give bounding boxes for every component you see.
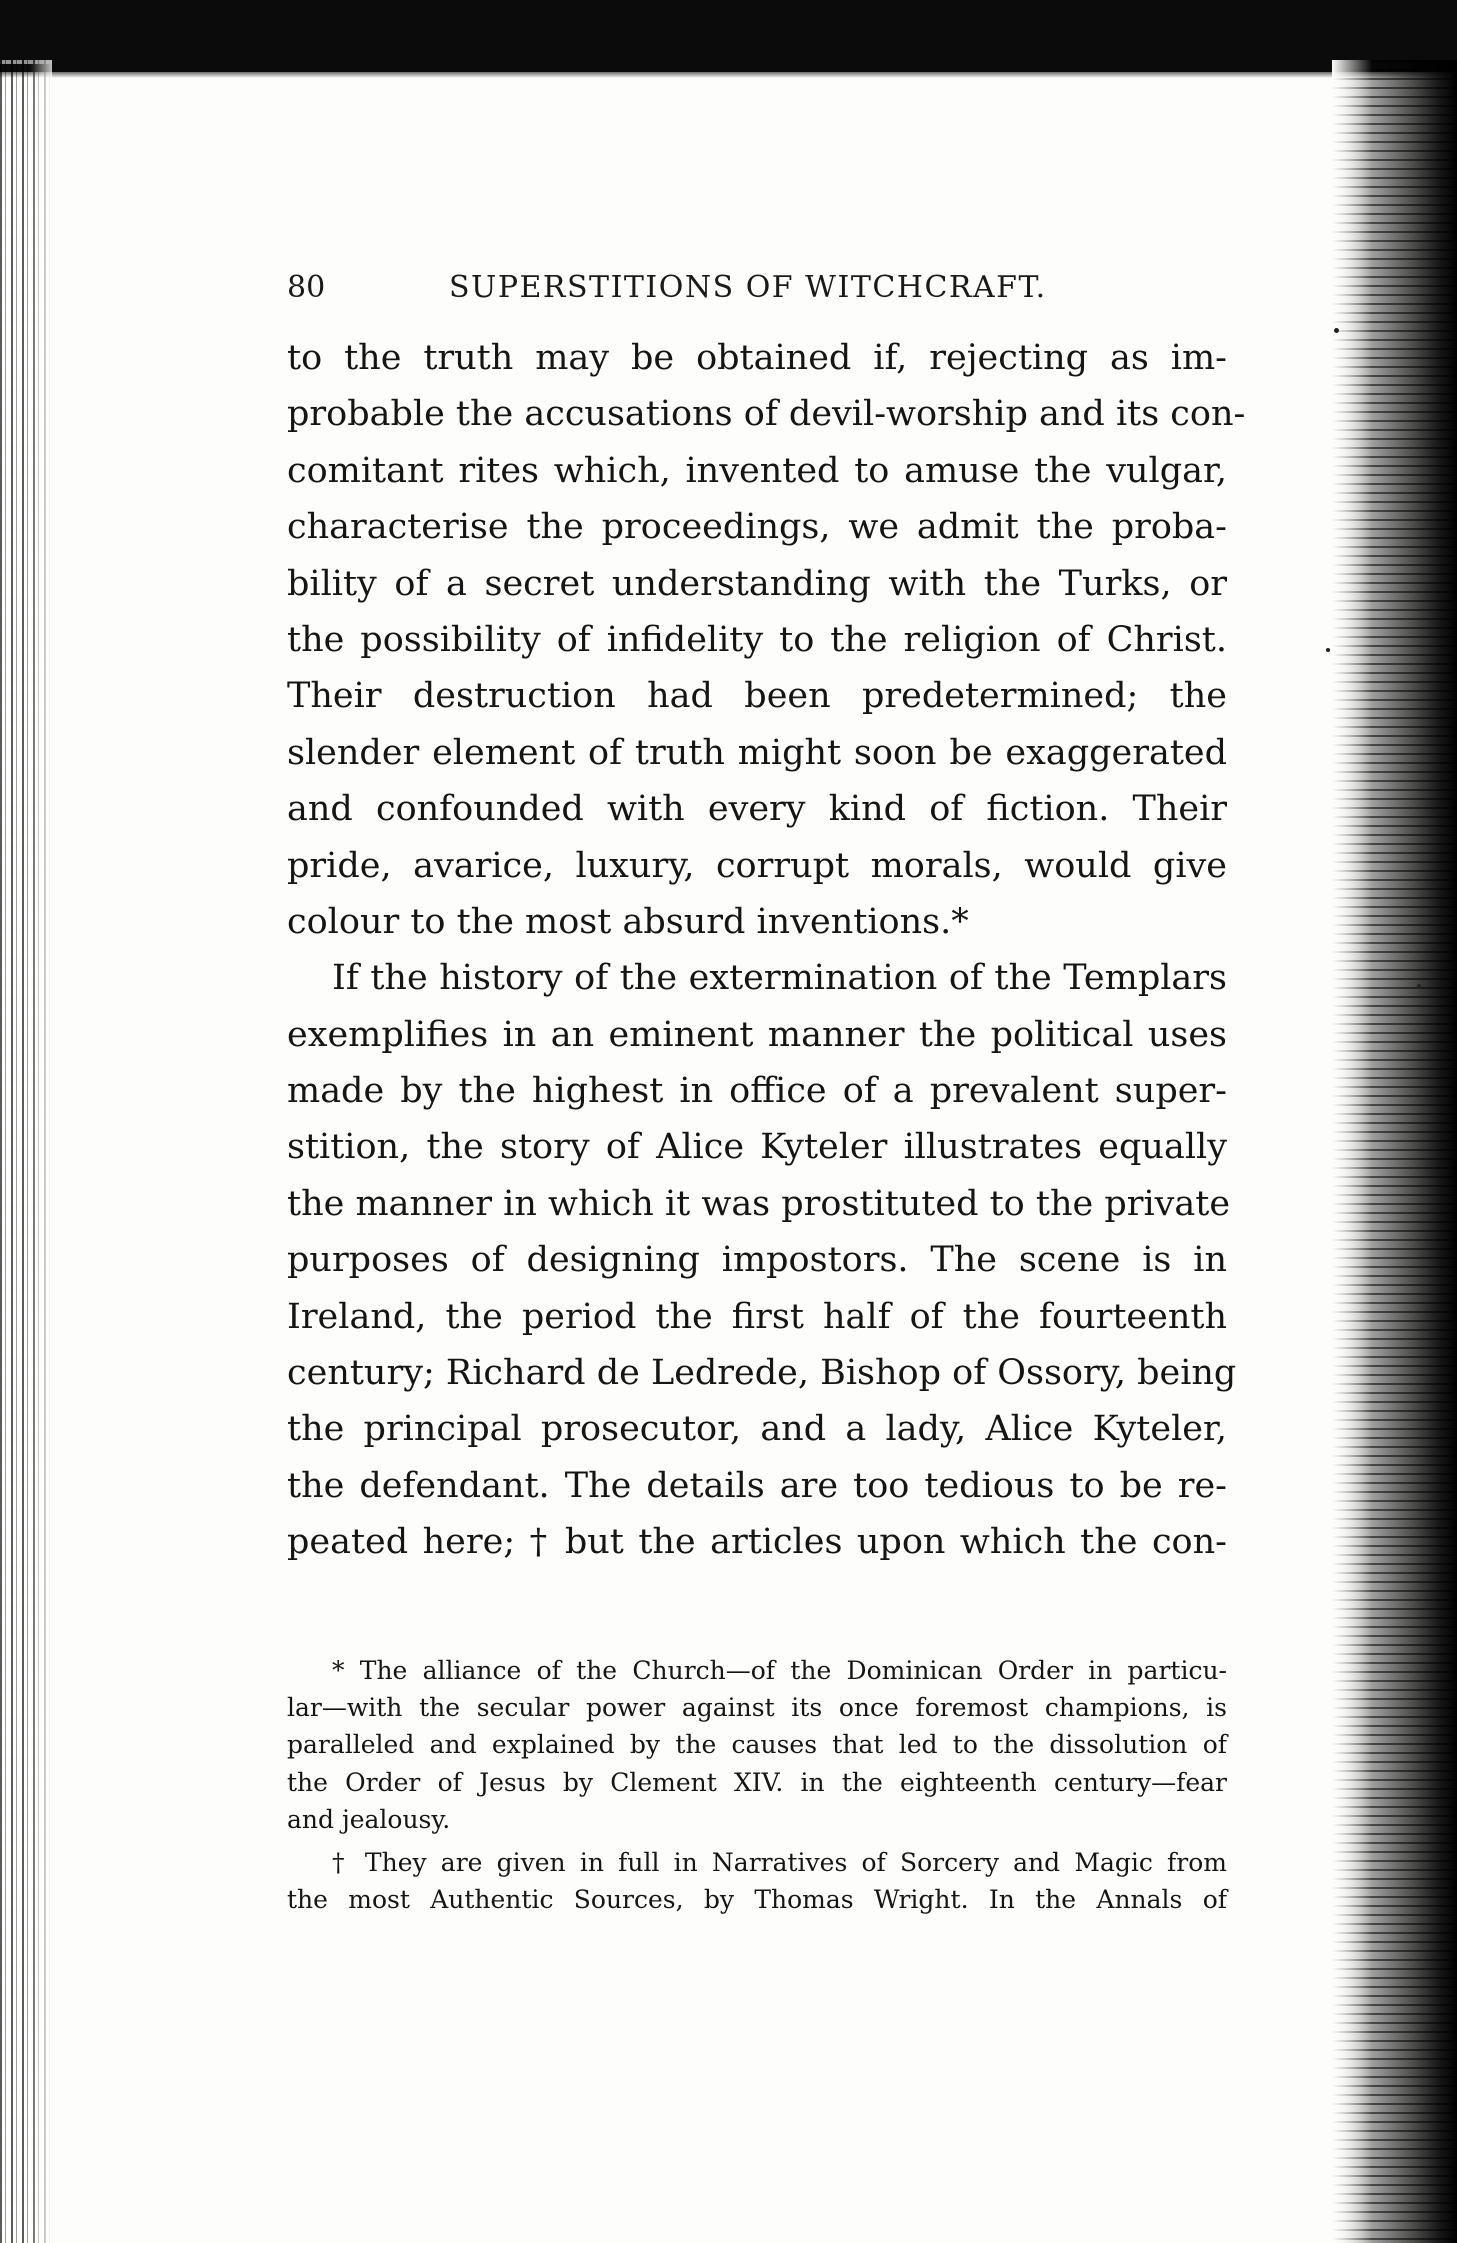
footnote-line: the Order of Jesus by Clement XIV. in the eighteenth century—fear xyxy=(287,1767,1227,1797)
footnotes xyxy=(287,1652,1227,1918)
body-line: stition, the story of Alice Kyteler illustrates equally xyxy=(287,1127,1227,1168)
body-line: the possibility of infidelity to the religion of Christ. xyxy=(287,619,1227,660)
body-line: slender element of truth might soon be exaggerated xyxy=(287,732,1227,773)
body-line: made by the highest in office of a prevalent super- xyxy=(287,1071,1227,1112)
body-line: Ireland, the period the first half of the fourteenth xyxy=(287,1296,1227,1337)
body-line: century; Richard de Ledrede, Bishop of Ossory, being xyxy=(287,1353,1237,1394)
ink-speck xyxy=(1334,328,1339,333)
body-line: to the truth may be obtained if, rejecting as im- xyxy=(287,338,1227,378)
body-line: pride, avarice, luxury, corrupt morals, would give xyxy=(287,845,1227,886)
body-line: and confounded with every kind of fiction. Their xyxy=(287,789,1227,830)
page-number: 80 xyxy=(287,270,326,305)
ink-speck xyxy=(1326,648,1330,652)
footnote-line: the most Authentic Sources, by Thomas Wright. In the Annals of xyxy=(287,1885,1227,1915)
ink-speck xyxy=(1417,984,1421,988)
body-line: exemplifies in an eminent manner the political uses xyxy=(287,1014,1227,1055)
body-line: probable the accusations of devil-worship and its con- xyxy=(287,394,1246,435)
body-line: the defendant. The details are too tedious to be re- xyxy=(287,1465,1227,1506)
footnote-line: lar—with the secular power against its once foremost champions, is xyxy=(287,1693,1227,1723)
running-head: SUPERSTITIONS OF WITCHCRAFT. xyxy=(449,270,1047,305)
scan-top-border xyxy=(0,0,1457,72)
footnote-line: and jealousy. xyxy=(287,1804,451,1834)
body-line: comitant rites which, invented to amuse the vulgar, xyxy=(287,450,1227,491)
body-line: characterise the proceedings, we admit the proba- xyxy=(287,507,1227,548)
body-line: bility of a secret understanding with the Turks, or xyxy=(287,563,1227,604)
body-line: the manner in which it was prostituted to the private xyxy=(287,1183,1231,1224)
body-line: Their destruction had been predetermined; the xyxy=(287,676,1227,717)
paragraph-start-line: If the history of the extermination of the Templars xyxy=(332,958,1227,999)
body-line: purposes of designing impostors. The scene is in xyxy=(287,1240,1227,1281)
body-line: the principal prosecutor, and a lady, Alice Kyteler, xyxy=(287,1409,1227,1450)
body-text xyxy=(287,330,1246,1571)
body-line: peated here; † but the articles upon which the con- xyxy=(287,1522,1227,1563)
footnote-asterisk-line: * The alliance of the Church—of the Dominican Order in particu- xyxy=(332,1656,1227,1685)
body-line: colour to the most absurd inventions.* xyxy=(287,901,969,942)
page-gutter-left-edge xyxy=(0,60,52,2243)
footnote-dagger-line: † They are given in full in Narratives of Sorcery and Magic from xyxy=(332,1847,1227,1877)
footnote-line: paralleled and explained by the causes that led to the dissolution of xyxy=(287,1730,1227,1760)
page-edge-right-shadow xyxy=(1332,60,1457,2243)
